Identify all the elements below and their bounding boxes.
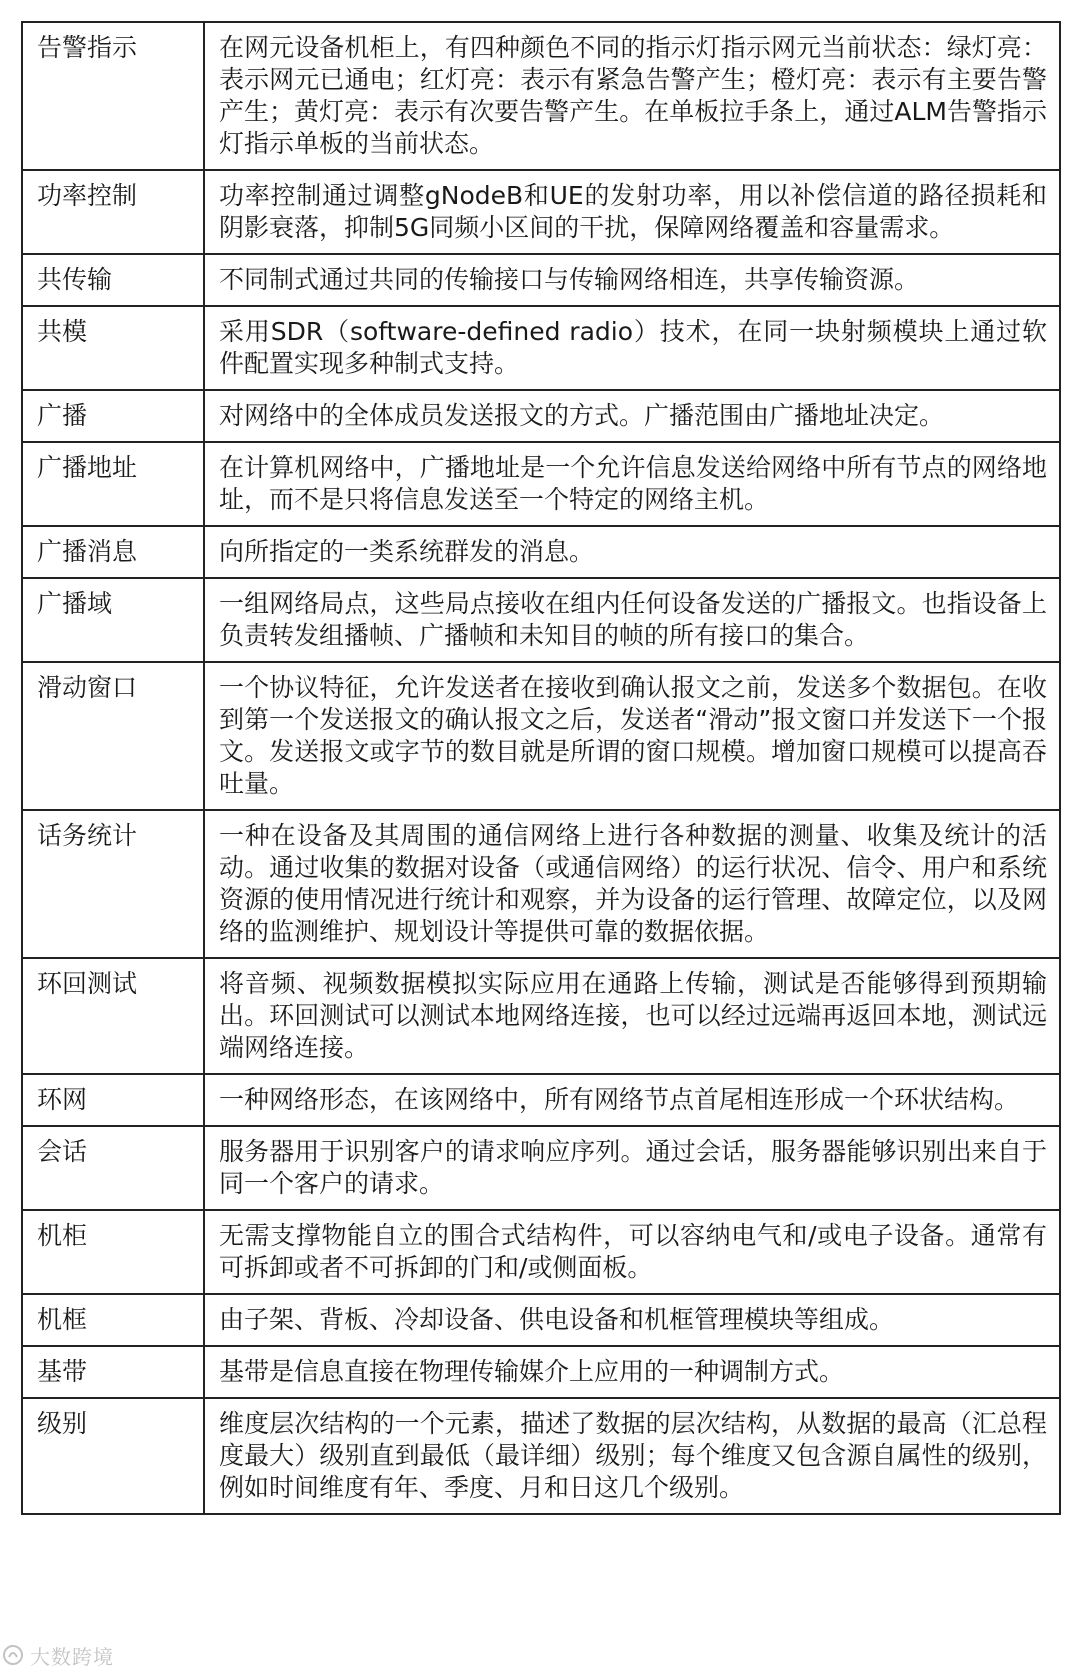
table-row	[22, 526, 1060, 578]
term-cell: 滑动窗口	[22, 662, 204, 810]
definition-cell: 基带是信息直接在物理传输媒介上应用的一种调制方式。	[204, 1346, 1060, 1398]
watermark-logo-icon	[2, 1644, 24, 1666]
definition-cell: 由子架、背板、冷却设备、供电设备和机框管理模块等组成。	[204, 1294, 1060, 1346]
term-cell: 告警指示	[22, 22, 204, 170]
term-cell: 环网	[22, 1074, 204, 1126]
table-row	[22, 662, 1060, 810]
table-row	[22, 1346, 1060, 1398]
table-row	[22, 170, 1060, 254]
term-cell: 机框	[22, 1294, 204, 1346]
term-cell: 机柜	[22, 1210, 204, 1294]
term-cell: 共模	[22, 306, 204, 390]
definition-cell: 一种在设备及其周围的通信网络上进行各种数据的测量、收集及统计的活动。通过收集的数据对设备（或通信网络）的运行状况、信令、用户和系统资源的使用情况进行统计和观察，并为设备的运行管理、故障定位，以及网络的监测维护、规划设计等提供可靠的数据依据。	[204, 810, 1060, 958]
table-row	[22, 22, 1060, 170]
definition-cell: 功率控制通过调整gNodeB和UE的发射功率，用以补偿信道的路径损耗和阴影衰落，抑制5G同频小区间的干扰，保障网络覆盖和容量需求。	[204, 170, 1060, 254]
definition-cell: 一组网络局点，这些局点接收在组内任何设备发送的广播报文。也指设备上负责转发组播帧、广播帧和未知目的帧的所有接口的集合。	[204, 578, 1060, 662]
table-row	[22, 1294, 1060, 1346]
definition-cell: 一种网络形态，在该网络中，所有网络节点首尾相连形成一个环状结构。	[204, 1074, 1060, 1126]
definition-cell: 不同制式通过共同的传输接口与传输网络相连，共享传输资源。	[204, 254, 1060, 306]
watermark-text: 大数跨境	[30, 1644, 114, 1669]
definition-cell: 无需支撑物能自立的围合式结构件，可以容纳电气和/或电子设备。通常有可拆卸或者不可拆卸的门和/或侧面板。	[204, 1210, 1060, 1294]
glossary-table	[21, 21, 1061, 1515]
watermark	[2, 1641, 114, 1669]
definition-cell: 服务器用于识别客户的请求响应序列。通过会话，服务器能够识别出来自于同一个客户的请求。	[204, 1126, 1060, 1210]
term-cell: 广播	[22, 390, 204, 442]
definition-cell: 在网元设备机柜上，有四种颜色不同的指示灯指示网元当前状态：绿灯亮：表示网元已通电；红灯亮：表示有紧急告警产生；橙灯亮：表示有主要告警产生；黄灯亮：表示有次要告警产生。在单板拉手条上，通过ALM告警指示灯指示单板的当前状态。	[204, 22, 1060, 170]
term-cell: 环回测试	[22, 958, 204, 1074]
table-row	[22, 1126, 1060, 1210]
table-row	[22, 578, 1060, 662]
table-row	[22, 254, 1060, 306]
table-row	[22, 1074, 1060, 1126]
definition-cell: 将音频、视频数据模拟实际应用在通路上传输，测试是否能够得到预期输出。环回测试可以测试本地网络连接，也可以经过远端再返回本地，测试远端网络连接。	[204, 958, 1060, 1074]
table-row	[22, 810, 1060, 958]
definition-cell: 对网络中的全体成员发送报文的方式。广播范围由广播地址决定。	[204, 390, 1060, 442]
term-cell: 功率控制	[22, 170, 204, 254]
definition-cell: 向所指定的一类系统群发的消息。	[204, 526, 1060, 578]
definition-cell: 维度层次结构的一个元素，描述了数据的层次结构，从数据的最高（汇总程度最大）级别直到最低（最详细）级别；每个维度又包含源自属性的级别，例如时间维度有年、季度、月和日这几个级别。	[204, 1398, 1060, 1514]
term-cell: 会话	[22, 1126, 204, 1210]
term-cell: 广播地址	[22, 442, 204, 526]
table-row	[22, 442, 1060, 526]
table-row	[22, 390, 1060, 442]
definition-cell: 在计算机网络中，广播地址是一个允许信息发送给网络中所有节点的网络地址，而不是只将信息发送至一个特定的网络主机。	[204, 442, 1060, 526]
definition-cell: 采用SDR（software-defined radio）技术，在同一块射频模块上通过软件配置实现多种制式支持。	[204, 306, 1060, 390]
term-cell: 话务统计	[22, 810, 204, 958]
table-row	[22, 958, 1060, 1074]
table-row	[22, 306, 1060, 390]
term-cell: 级别	[22, 1398, 204, 1514]
term-cell: 广播域	[22, 578, 204, 662]
term-cell: 基带	[22, 1346, 204, 1398]
definition-cell: 一个协议特征，允许发送者在接收到确认报文之前，发送多个数据包。在收到第一个发送报文的确认报文之后，发送者“滑动”报文窗口并发送下一个报文。发送报文或字节的数目就是所谓的窗口规模。增加窗口规模可以提高吞吐量。	[204, 662, 1060, 810]
term-cell: 广播消息	[22, 526, 204, 578]
table-row	[22, 1210, 1060, 1294]
term-cell: 共传输	[22, 254, 204, 306]
table-row	[22, 1398, 1060, 1514]
